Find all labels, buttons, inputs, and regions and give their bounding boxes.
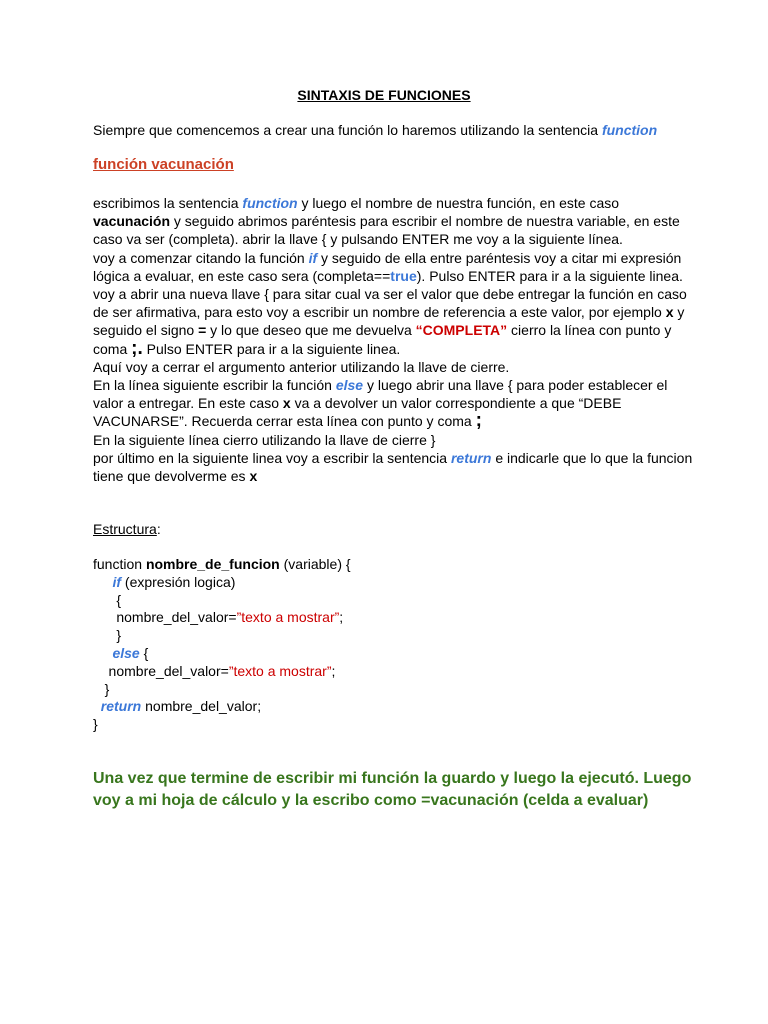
document-title: SINTAXIS DE FUNCIONES bbox=[297, 87, 471, 103]
code-text: (expresión logica) bbox=[121, 573, 236, 590]
text-segment: va a devolver un valor correspondiente a que “DEBE VACUNARSE”. Recuerda cerrar esta línea con punto y coma bbox=[93, 395, 622, 430]
code-line bbox=[93, 645, 351, 663]
variable-x: x bbox=[249, 468, 258, 485]
intro-paragraph bbox=[93, 121, 657, 139]
text-segment: por último en la siguiente linea voy a escribir la sentencia bbox=[93, 449, 451, 466]
code-line bbox=[93, 663, 351, 681]
code-function-name: nombre_de_funcion bbox=[145, 556, 280, 572]
text-segment: y luego el nombre de nuestra función, en este caso bbox=[297, 195, 620, 211]
code-line bbox=[93, 574, 351, 592]
paragraph-if bbox=[93, 249, 693, 285]
code-keyword-if: if bbox=[112, 573, 122, 590]
code-text: ; bbox=[331, 662, 336, 679]
code-text: nombre_del_valor; bbox=[141, 698, 262, 715]
text-segment: escribimos la sentencia bbox=[93, 195, 243, 211]
paragraph-close-argument: Aquí voy a cerrar el argumento anterior utilizando la llave de cierre. bbox=[93, 358, 510, 375]
variable-x: x bbox=[665, 304, 674, 321]
structure-label bbox=[93, 521, 161, 537]
text-segment: y seguido abrimos paréntesis para escribir el nombre de nuestra variable, en este caso va ser (completa). abrir la llave { y pulsando ENTER me voy a la siguiente línea. bbox=[93, 213, 680, 248]
text-segment: y seguido el signo bbox=[93, 304, 685, 339]
paragraph-brace bbox=[93, 285, 693, 358]
variable-x: x bbox=[282, 395, 291, 412]
code-line bbox=[93, 609, 351, 627]
text-segment: Pulso ENTER para ir a la siguiente linea. bbox=[142, 340, 401, 357]
semicolon: ; bbox=[475, 410, 482, 432]
code-line: { bbox=[93, 591, 122, 608]
semicolon: ;. bbox=[131, 337, 143, 359]
code-line bbox=[93, 698, 351, 716]
keyword-else: else bbox=[335, 377, 364, 394]
keyword-return: return bbox=[450, 449, 492, 466]
paragraph-close-brace: En la siguiente línea cierro utilizando la llave de cierre } bbox=[93, 431, 436, 448]
code-text: ; bbox=[339, 609, 344, 626]
closing-paragraph: Una vez que termine de escribir mi función la guardo y luego la ejecutó. Luego voy a mi hoja de cálculo y la escribo como =vacunación (celda a evaluar) bbox=[93, 770, 692, 809]
paragraph-return bbox=[93, 449, 693, 485]
code-text: nombre_del_valor= bbox=[93, 609, 237, 626]
code-line bbox=[93, 556, 351, 574]
text-segment: cierro la línea con punto y coma bbox=[93, 322, 672, 357]
paragraph-function bbox=[93, 194, 693, 249]
paragraph-else bbox=[93, 376, 693, 431]
code-indent bbox=[93, 645, 112, 661]
text-segment: ). Pulso ENTER para ir a la siguiente linea. bbox=[416, 267, 683, 284]
text-segment: y seguido de ella entre paréntesis voy a citar mi expresión lógica a evaluar, en este caso sera (completa== bbox=[93, 249, 682, 284]
code-keyword-else: else bbox=[112, 644, 140, 661]
text-segment: e indicarle que lo que la funcion tiene que devolverme es bbox=[93, 449, 693, 485]
text-segment: En la línea siguiente escribir la función bbox=[93, 377, 336, 394]
intro-text: Siempre que comencemos a crear una función lo haremos utilizando la sentencia bbox=[93, 122, 602, 138]
keyword-true: true bbox=[390, 267, 417, 284]
function-name: vacunación bbox=[93, 213, 171, 230]
structure-colon: : bbox=[156, 521, 161, 537]
text-segment: voy a comenzar citando la función bbox=[93, 249, 309, 266]
code-line: } bbox=[93, 716, 98, 733]
code-line: } bbox=[93, 680, 110, 697]
explanation-body bbox=[93, 194, 693, 485]
text-segment: y luego abrir una llave { para poder establecer el valor a entregar. En este caso bbox=[93, 377, 668, 412]
value-completa: “COMPLETA” bbox=[415, 322, 508, 339]
code-line: } bbox=[93, 627, 122, 644]
code-string: ”texto a mostrar” bbox=[228, 662, 332, 679]
code-text: nombre_del_valor= bbox=[93, 662, 229, 679]
code-text: function bbox=[93, 556, 146, 572]
text-segment: y lo que deseo que me devuelva bbox=[206, 322, 416, 339]
intro-keyword-function: function bbox=[601, 122, 658, 138]
keyword-function: function bbox=[242, 195, 298, 211]
code-indent bbox=[93, 574, 112, 590]
section-heading: función vacunación bbox=[93, 156, 234, 173]
code-text: { bbox=[139, 644, 149, 661]
equals-sign: = bbox=[198, 322, 207, 339]
text-segment: voy a abrir una nueva llave { para sitar cual va ser el valor que debe entregar la función en caso de ser afirmativa, para esto voy a escribir un nombre de referencia a este valor, por ejemplo bbox=[93, 286, 687, 321]
structure-label-text: Estructura bbox=[93, 521, 157, 537]
code-string: ”texto a mostrar” bbox=[236, 609, 340, 626]
code-structure bbox=[93, 556, 351, 734]
code-keyword-return: return bbox=[100, 698, 142, 715]
keyword-if: if bbox=[308, 249, 318, 266]
code-text: (variable) { bbox=[279, 556, 351, 572]
code-indent bbox=[93, 698, 101, 714]
